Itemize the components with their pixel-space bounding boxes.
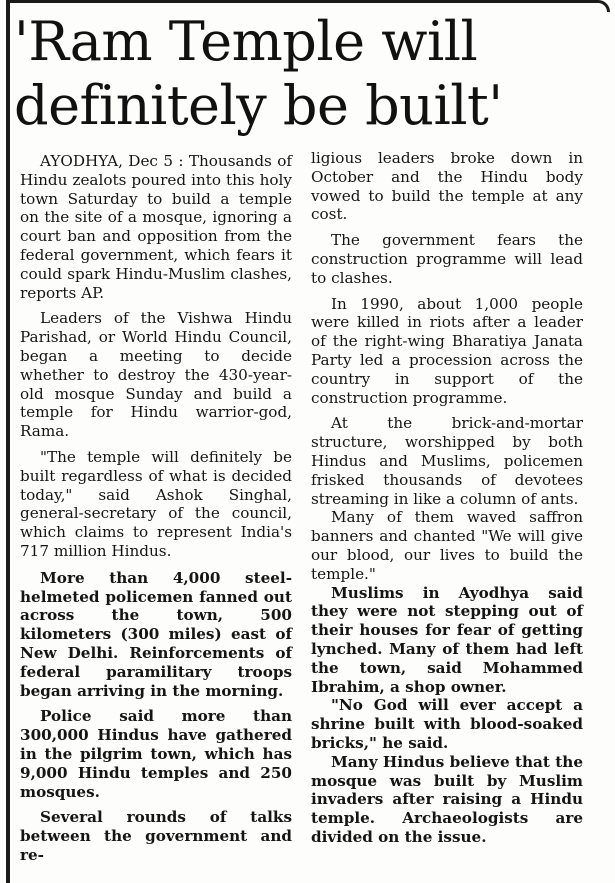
paragraph: At the brick-and-mortar structure, worshipped by both Hindus and Muslims, policemen frisked thousands of devotees streaming in like a column of ants. bbox=[311, 414, 583, 508]
paragraph: In 1990, about 1,000 people were killed in riots after a leader of the right-wing Bharatiya Janata Party led a procession across the country in support of the construction programme. bbox=[311, 294, 583, 407]
paragraph: Leaders of the Vishwa Hindu Parishad, or World Hindu Council, began a meeting to decide whether to destroy the 430-year-old mosque Sunday and build a temple for Hindu warrior-god, Rama. bbox=[20, 309, 292, 441]
page-border-left bbox=[6, 0, 10, 883]
headline: 'Ram Temple will definitely be built' bbox=[14, 10, 503, 137]
article-column-left bbox=[20, 152, 292, 872]
paragraph: AYODHYA, Dec 5 : Thousands of Hindu zealots poured into this holy town Saturday to build a temple on the site of a mosque, ignoring a court ban and opposition from the federal government, which fears it could spark Hindu-Muslim clashes, reports AP. bbox=[20, 152, 292, 302]
paragraph: More than 4,000 steel-helmeted policemen fanned out across the town, 500 kilometers (300 miles) east of New Delhi. Reinforcements of federal paramilitary troops began arriving in the morning. bbox=[20, 568, 292, 700]
article-column-right bbox=[311, 149, 583, 854]
paragraph: Police said more than 300,000 Hindus have gathered in the pilgrim town, which has 9,000 Hindu temples and 250 mosques. bbox=[20, 707, 292, 801]
paragraph: ligious leaders broke down in October and the Hindu body vowed to build the temple at any cost. bbox=[311, 149, 583, 224]
paragraph: Many of them waved saffron banners and chanted "We will give our blood, our lives to build the temple." bbox=[311, 508, 583, 583]
paragraph: "No God will ever accept a shrine built with blood-soaked bricks," he said. bbox=[311, 696, 583, 752]
paragraph: Muslims in Ayodhya said they were not stepping out of their houses for fear of getting lynched. Many of them had left the town, said Mohammed Ibrahim, a shop owner. bbox=[311, 583, 583, 696]
paragraph: "The temple will definitely be built regardless of what is decided today," said Ashok Singhal, general-secretary of the council, which claims to represent India's 717 million Hindus. bbox=[20, 447, 292, 560]
paragraph: The government fears the construction programme will lead to clashes. bbox=[311, 231, 583, 287]
paragraph: Many Hindus believe that the mosque was built by Muslim invaders after raising a Hindu temple. Archaeologists are divided on the issue. bbox=[311, 752, 583, 846]
paragraph: Several rounds of talks between the government and re- bbox=[20, 808, 292, 864]
